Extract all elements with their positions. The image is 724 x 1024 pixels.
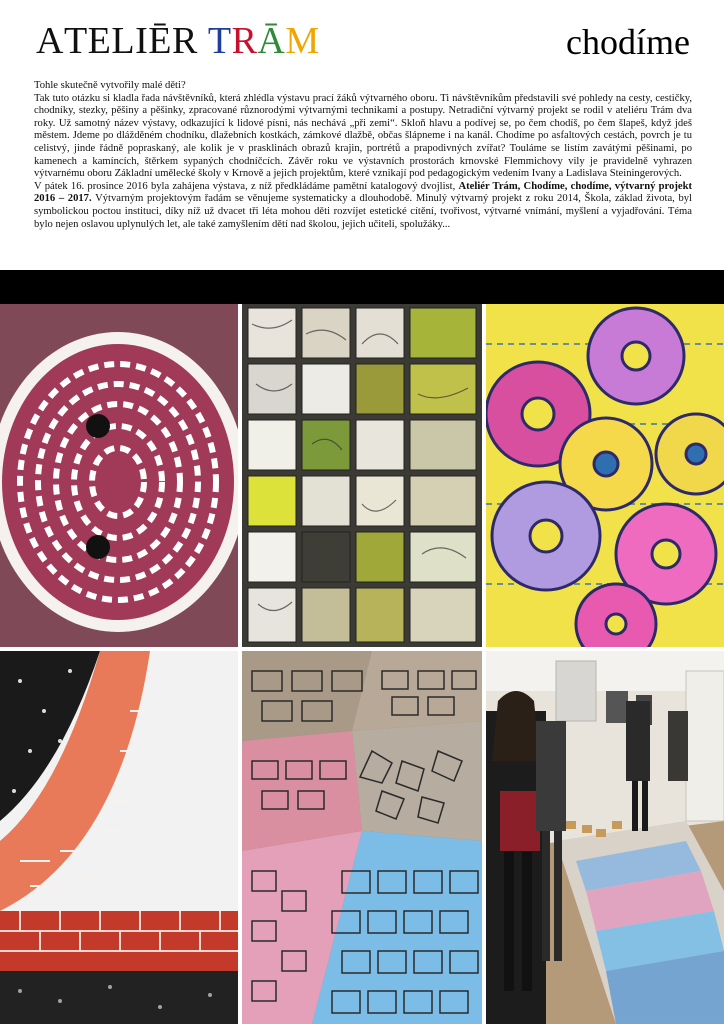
black-divider-band — [0, 270, 724, 304]
exhibition-photo-image — [486, 651, 724, 1024]
logo-letter: Ā — [257, 20, 286, 62]
logo-letter: T — [207, 20, 232, 62]
logo-letter: T — [63, 20, 88, 62]
flower-painting-image — [486, 304, 724, 647]
logo-letter: M — [285, 20, 320, 62]
manhole-painting-image — [0, 304, 238, 647]
article-paragraph-1: Tak tuto otázku si kladla řada návštěvníků, která zhlédla výstavu prací žáků výtvarného oboru. Ti návštěvníkům představili své pohledy na cesty, cestičky, chodníky, stezky, pěšiny a pěšinky, zpracované různorodými výtvarnými technikami a postupy. Netradiční výtvarný projekt se rodil v ateliéru Trám dva roky. Už samotný název výstavy, odkazující k lidové písni, nás nechává „při zemi“. Skloň hlavu a podívej se, po čem chodíš, po čem šlapeš, když jdeš městem. Jdeme po dlážděném chodníku, dlažebních kostkách, zámkové dlažbě, občas šlápneme i na kanál. Chodíme po asfaltových cestách, povrch je tu celistvý, jinde řádně popraskaný, ale kolik je v prasklinách obrazů krajin, portrétů a prapodivných zvířat? Touláme se listím zavátými pěšinami, po kamenech a kamíncích, štěrkem sypaných chodníčcích. Závěr roku ve výstavních prostorách krnovské Flemmichovy vily je pravidelně vyhrazen výtvarnému oboru Základní umělecké školy v Krnově a jejich projektům, které vznikají pod pedagogickým vedením Ivany a Ladislava Steiningerových. — [34, 92, 692, 180]
intro-question: Tohle skutečně vytvořily malé děti? — [34, 80, 186, 91]
logo-letter: Ē — [148, 20, 172, 62]
logo-letter: R — [171, 20, 198, 62]
logo-letter: E — [87, 20, 112, 62]
artwork-photo-grid — [0, 304, 724, 1024]
page-title: chodíme — [566, 22, 690, 62]
article-paragraph-2 — [34, 181, 692, 231]
paragraph-2-start: V pátek 16. prosince 2016 byla zahájena výstava, z níž předkládáme pamětní katalogový dvojlist, — [34, 180, 459, 192]
atelier-tram-logo — [36, 22, 320, 60]
paving-prints-collage-image — [242, 304, 482, 647]
page-header — [0, 0, 724, 80]
brick-path-painting-image — [0, 651, 238, 1024]
logo-letter: I — [135, 20, 149, 62]
article-text — [34, 80, 692, 231]
paragraph-2-end: Výtvarným projektovým řadám se věnujeme systematicky a dlouhodobě. Minulý výtvarný projekt z roku 2014, Škola, základ života, byl symbolickou poctou instituci, díky níž už dvacet tři léta mohou děti rozvíjet estetické cítění, tvořivost, výtvarné vnímání, myšlení a vyjadřování. Téma bylo nejen oslavou uplynulých let, ale také zamyšlením dětí nad školou, jejich učiteli, spolužáky... — [34, 193, 692, 230]
cobblestone-collage-image — [242, 651, 482, 1024]
logo-letter: A — [36, 20, 64, 62]
logo-letter: L — [111, 20, 136, 62]
logo-letter: R — [231, 20, 258, 62]
logo-letter — [198, 22, 208, 60]
project-name: Ateliér Trám, Chodíme, chodíme, výtvarný projekt 2016 – 2017. — [34, 180, 692, 205]
